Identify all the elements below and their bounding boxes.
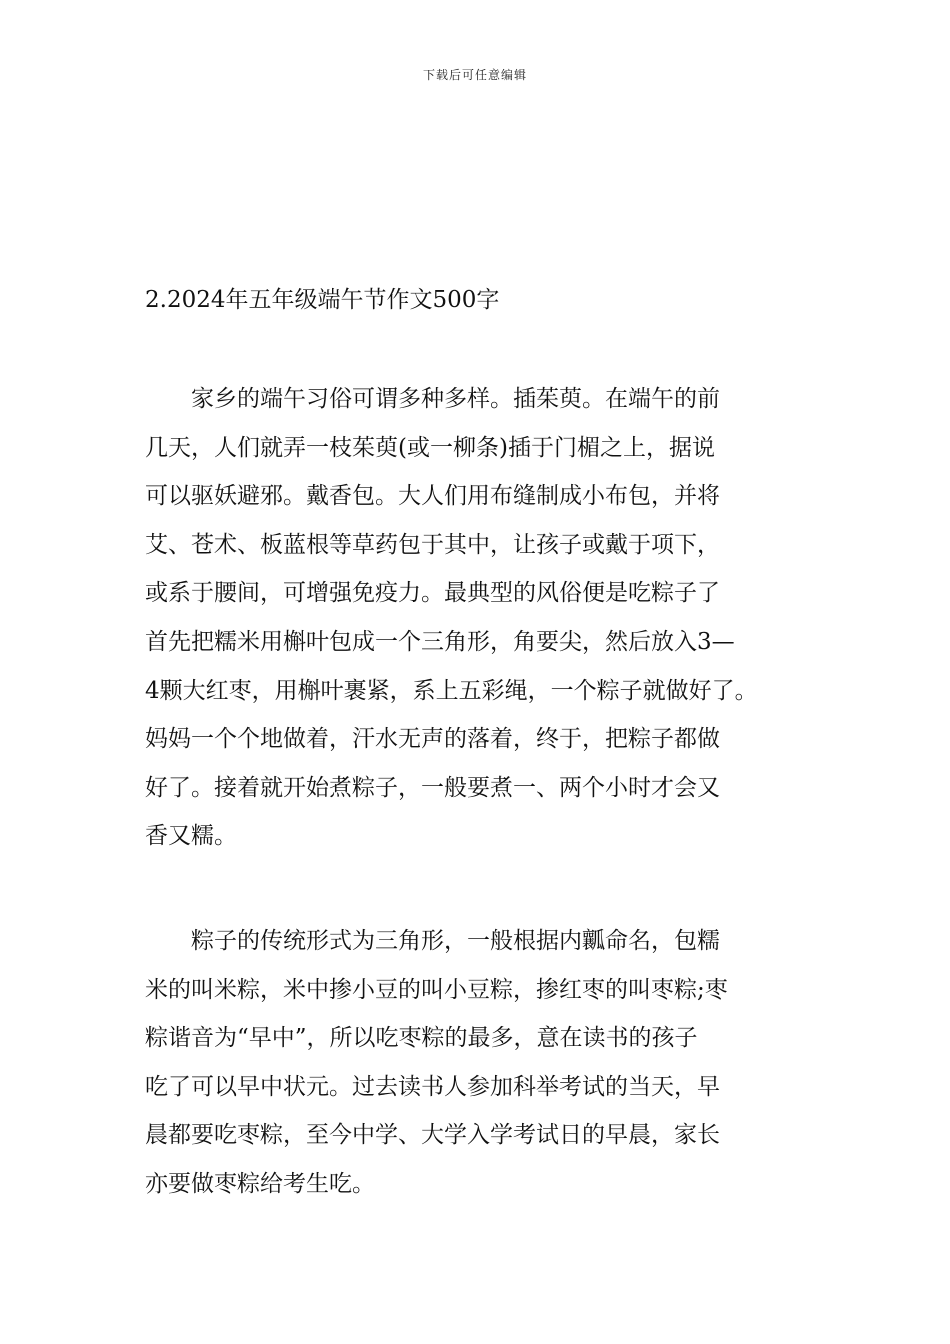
- paragraph-line: 粽谐音为“早中”，所以吃枣粽的最多，意在读书的孩子: [145, 1025, 698, 1052]
- paragraph-line: 艾、苍术、板蓝根等草药包于其中，让孩子或戴于项下，: [145, 531, 720, 558]
- paragraph-line: 4颗大红枣，用槲叶裹紧，系上五彩绳，一个粽子就做好了。: [145, 677, 758, 704]
- paragraph-line: 妈妈一个个地做着，汗水无声的落着，终于，把粽子都做: [145, 726, 720, 753]
- paragraph-line: 粽子的传统形式为三角形，一般根据内瓤命名，包糯: [145, 928, 720, 954]
- paragraph-1: [145, 375, 758, 861]
- paragraph-line: 亦要做枣粽给考生吃。: [145, 1170, 375, 1197]
- paragraph-line: 吃了可以早中状元。过去读书人参加科举考试的当天，早: [145, 1073, 720, 1100]
- paragraph-line: 首先把糯米用槲叶包成一个三角形，角要尖，然后放入3—: [145, 628, 735, 655]
- paragraph-2: [145, 917, 728, 1209]
- paragraph-line: 或系于腰间，可增强免疫力。最典型的风俗便是吃粽子了: [145, 580, 720, 607]
- paragraph-line: 米的叫米粽，米中掺小豆的叫小豆粽，掺红枣的叫枣粽;枣: [145, 976, 728, 1003]
- document-title: 2.2024年五年级端午节作文500字: [145, 287, 500, 313]
- paragraph-line: 家乡的端午习俗可谓多种多样。插茱萸。在端午的前: [145, 386, 720, 412]
- paragraph-line: 香又糯。: [145, 823, 237, 850]
- paragraph-line: 几天，人们就弄一枝茱萸(或一柳条)插于门楣之上，据说: [145, 434, 715, 461]
- header-note: 下载后可任意编辑: [422, 68, 527, 82]
- paragraph-line: 可以驱妖避邪。戴香包。大人们用布缝制成小布包，并将: [145, 483, 720, 510]
- paragraph-line: 晨都要吃枣粽，至今中学、大学入学考试日的早晨，家长: [145, 1122, 720, 1149]
- paragraph-line: 好了。接着就开始煮粽子，一般要煮一、两个小时才会又: [145, 774, 720, 801]
